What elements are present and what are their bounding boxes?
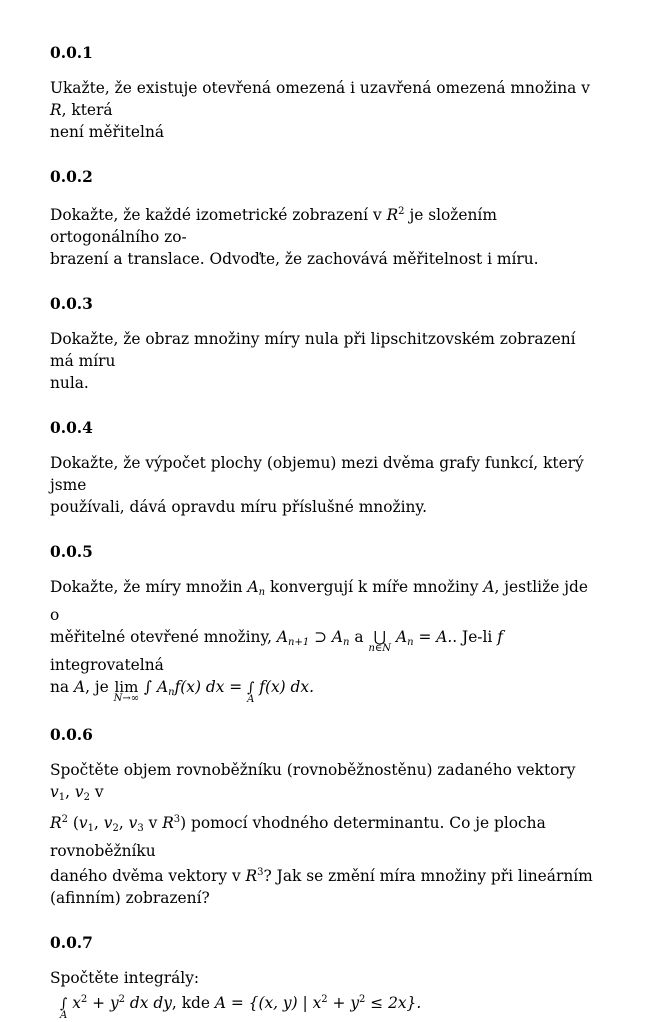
text-line: není měřitelná [50,123,165,141]
text-run: . Je-li [452,628,498,646]
text-run: na [50,678,74,696]
section-heading: 0.0.1 [50,44,93,62]
section-heading: 0.0.6 [50,726,93,744]
text-run: a [349,628,369,646]
text-run: Spočtěte objem rovnoběžníku (rovnoběžnostěnu) zadaného vektory [50,761,576,779]
section-text [50,967,600,1022]
math-symbol: A [483,578,495,596]
math-subscript: 2 [83,792,90,803]
section-0-0-6 [50,724,600,909]
math-subscript: 3 [137,823,144,834]
section-heading: 0.0.2 [50,168,93,186]
text-run: , [118,814,129,832]
math-subscript: n [407,637,414,648]
section-0-0-4 [50,417,600,518]
math-subscript: n [168,687,175,698]
math-subscript: n+1 [288,637,310,648]
section-0-0-2 [50,166,600,270]
math-superscript: 2 [118,994,126,1005]
math-symbol: A [156,678,169,696]
text-run: , jestliže jde o [50,578,588,624]
text-run: (afinním) zobrazení? [50,889,210,907]
math-superscript: 2 [359,994,366,1005]
limit-operator [113,678,140,704]
text-run: , kde [171,994,215,1012]
integral-domain: A [60,1010,68,1021]
text-run: integrovatelná [50,656,164,674]
math-subscript: n [258,587,266,598]
section-0-0-1 [50,42,600,143]
integral-symbol: ∫ [60,996,68,1012]
math-subscript: 2 [112,823,119,834]
section-heading: 0.0.3 [50,295,93,313]
integral-line [50,994,422,1021]
text-run: daného dvěma vektory v [50,867,246,885]
section-heading: 0.0.7 [50,934,93,952]
math-symbol: v [78,814,88,832]
math-symbol: R [162,814,174,832]
text-run: , je [85,678,114,696]
math-expression: f(x) dx = [174,678,248,696]
section-text [50,77,600,143]
text-line: Dokažte, že každé izometrické zobrazení v $R^2$ je složením ortogonálního zo- [50,206,497,246]
math-superscript: 3 [257,867,264,878]
section-text [50,576,600,706]
math-expression: f(x) dx. [259,678,314,696]
math-symbol: v [50,783,59,801]
math-symbol: A [247,578,259,596]
math-symbol: A [331,628,344,646]
text-run: Spočtěte integrály: [50,969,200,987]
math-symbol: v [103,814,113,832]
math-subscript: 1 [58,792,66,803]
math-symbol: A [73,678,86,696]
math-superscript: 2 [80,994,88,1005]
math-expression: A = {(x, y) | x [214,994,322,1012]
section-0-0-7 [50,932,600,1022]
text-line: používali, dává opravdu míru příslušné množiny. [50,498,427,516]
math-operator: ⊃ [314,628,328,646]
integral-over-A [247,682,254,706]
math-superscript: 2 [61,814,68,825]
math-expression: = A. [413,628,453,646]
text-run: měřitelné otevřené množiny, [50,628,277,646]
text-line: Dokažte, že výpočet plochy (objemu) mezi dvěma grafy funkcí, který jsme [50,454,584,494]
math-symbol: x [72,994,81,1012]
integral-symbol: ∫ [247,680,255,696]
math-superscript: 2 [321,994,328,1005]
integral-symbol: ∫ [144,678,153,696]
math-symbol: A [395,628,408,646]
limit-subscript: N→∞ [113,693,140,704]
text-run: ? Jak se změní míra množiny při lineárním [263,867,593,885]
section-text [50,452,600,518]
math-symbol: A [276,628,289,646]
section-0-0-3 [50,293,600,394]
section-0-0-5 [50,541,600,706]
section-text [50,328,600,394]
integral-domain: A [247,694,255,705]
text-line: nula. [50,374,89,392]
math-subscript: 1 [87,823,94,834]
integral-over-A [60,998,67,1022]
union-subscript: n∈N [368,643,392,654]
union-symbol: ⋃ [373,628,386,646]
text-run: konvergují k míře množiny [265,578,484,596]
math-symbol: f [497,628,503,646]
section-text [50,759,600,909]
text-run: v [143,814,163,832]
math-symbol: R [50,814,62,832]
text-run: ) pomocí vhodného determinantu. Co je plocha rovnoběžníku [50,814,546,860]
document-page [50,42,600,1022]
math-expression: + y [327,994,360,1012]
union-operator [368,628,392,654]
section-text [50,201,600,270]
text-run: v [89,783,104,801]
math-symbol: v [74,783,84,801]
section-heading: 0.0.5 [50,543,93,561]
text-run: ( [67,814,79,832]
limit-symbol: lim [114,678,139,696]
math-symbol: y [109,994,119,1012]
text-line: Dokažte, že obraz množiny míry nula při lipschitzovském zobrazení má míru [50,330,576,370]
math-symbol: R [245,867,258,885]
section-heading: 0.0.4 [50,419,93,437]
math-subscript: n [343,637,350,648]
text-line: Ukažte, že existuje otevřená omezená i uzavřená omezená množina v R, která [50,79,590,119]
math-expression: ≤ 2x}. [365,994,422,1012]
text-run: , [93,814,104,832]
math-expression: dx dy [125,994,172,1012]
math-operator: + [87,994,110,1012]
text-line: brazení a translace. Odvoďte, že zachovává měřitelnost i míru. [50,250,539,268]
math-superscript: 3 [173,814,181,825]
text-run: , [65,783,75,801]
text-run: Dokažte, že míry množin [50,578,248,596]
math-symbol: v [128,814,138,832]
